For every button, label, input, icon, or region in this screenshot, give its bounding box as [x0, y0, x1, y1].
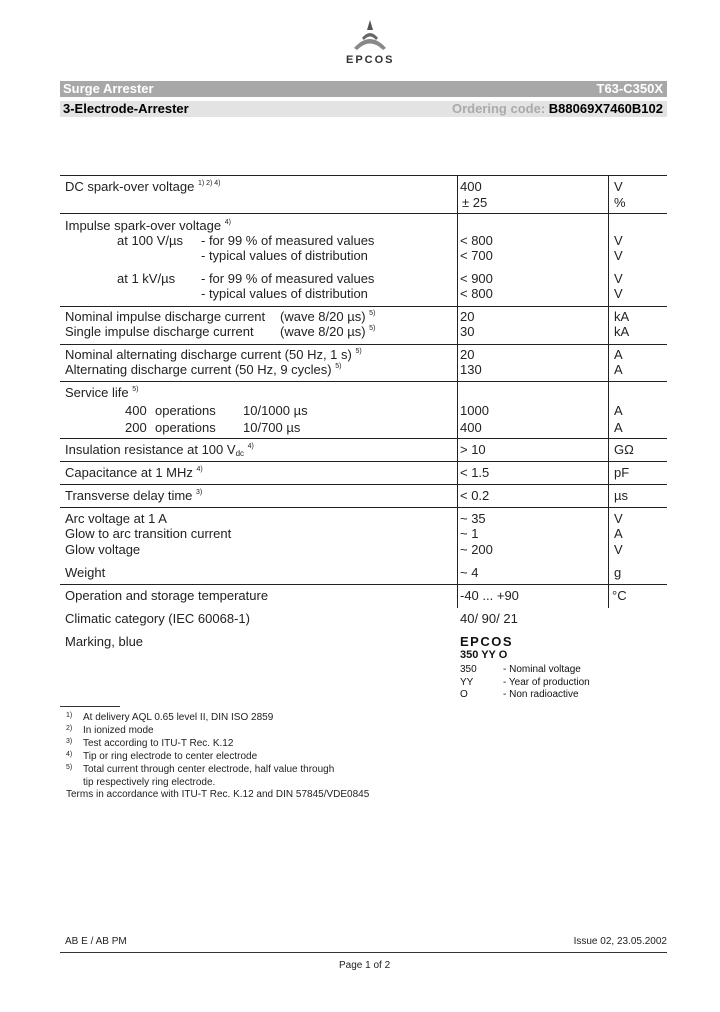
- nominal-ac-unit: A: [614, 347, 623, 362]
- service-life-r1-wave: 10/1000 µs: [243, 403, 308, 418]
- nominal-impulse-unit: kA: [614, 309, 630, 324]
- ordering-code-value: B88069X7460B102: [548, 101, 663, 116]
- insulation-unit: GΩ: [614, 442, 634, 457]
- capacitance-value: < 1.5: [460, 465, 490, 480]
- service-life-r1-value: 1000: [460, 403, 489, 418]
- footer-department: AB E / AB PM: [65, 936, 127, 947]
- footnote-separator: [60, 706, 120, 707]
- impulse-a2-unit: V: [614, 248, 623, 263]
- footnote-2: 2) In ionized mode: [66, 725, 154, 736]
- impulse-b1-unit: V: [614, 271, 623, 286]
- climatic-category-value: 40/ 90/ 21: [460, 611, 518, 626]
- table-rule: [60, 461, 667, 462]
- dc-sparkover-unit: V: [614, 179, 623, 194]
- table-rule: [60, 344, 667, 345]
- nominal-impulse-label: Nominal impulse discharge current: [65, 309, 266, 324]
- glow-transition-label: Glow to arc transition current: [65, 526, 232, 541]
- single-impulse-unit: kA: [614, 324, 630, 339]
- table-rule: [60, 584, 667, 585]
- footnote-5-continued: tip respectively ring electrode.: [83, 777, 216, 788]
- table-rule: [60, 175, 667, 176]
- service-life-r2-wave: 10/700 µs: [243, 420, 301, 435]
- climatic-category-label: Climatic category (IEC 60068-1): [65, 611, 250, 626]
- capacitance-unit: pF: [614, 465, 630, 480]
- table-column-divider: [457, 175, 458, 608]
- impulse-a2-value: < 700: [460, 248, 493, 263]
- impulse-condition-b: at 1 kV/µs: [117, 271, 176, 286]
- glow-voltage-unit: V: [614, 542, 623, 557]
- product-subtitle: 3-Electrode-Arrester: [63, 101, 189, 116]
- marking-desc-1: - Nominal voltage: [503, 664, 581, 675]
- table-rule: [60, 306, 667, 307]
- impulse-a1-value: < 800: [460, 233, 493, 248]
- dc-sparkover-label: DC spark-over voltage $^{1) 2) 4)}$: [65, 179, 221, 194]
- marking-key-1: 350: [460, 664, 477, 675]
- temperature-unit: °C: [612, 588, 627, 603]
- impulse-b1-desc: - for 99 % of measured values: [201, 271, 375, 286]
- epcos-logo: [340, 18, 400, 68]
- service-life-label: Service life $^{5)}$: [65, 385, 139, 400]
- subtitle-bar: [60, 101, 667, 117]
- impulse-b2-desc: - typical values of distribution: [201, 286, 368, 301]
- temperature-value: -40 ... +90: [460, 588, 519, 603]
- nominal-ac-value: 20: [460, 347, 475, 362]
- marking-label: Marking, blue: [65, 634, 144, 649]
- dc-sparkover-value: 400: [460, 179, 482, 194]
- insulation-value: > 10: [460, 442, 486, 457]
- impulse-b2-value: < 800: [460, 286, 493, 301]
- nominal-impulse-wave: (wave 8/20 µs) $^{5)}$: [280, 309, 376, 324]
- table-rule: [60, 381, 667, 382]
- footer-issue: Issue 02, 23.05.2002: [573, 936, 667, 947]
- nominal-ac-label: Nominal alternating discharge current (50 Hz, 1 s) $^{5)}$: [65, 347, 362, 362]
- marking-code: 350 YY O: [460, 649, 508, 661]
- glow-voltage-value: ~ 200: [460, 542, 493, 557]
- glow-transition-unit: A: [614, 526, 623, 541]
- impulse-a2-desc: - typical values of distribution: [201, 248, 368, 263]
- terms-note: Terms in accordance with ITU-T Rec. K.12 and DIN 57845/VDE0845: [66, 789, 370, 800]
- marking-desc-3: - Non radioactive: [503, 689, 579, 700]
- service-life-r2-ops: operations: [155, 420, 216, 435]
- epcos-logo-text: EPCOS: [346, 54, 395, 66]
- table-rule: [60, 484, 667, 485]
- impulse-sparkover-label: Impulse spark-over voltage $^{4)}$: [65, 218, 231, 233]
- insulation-label: Insulation resistance at 100 $V_{dc}$ $^{4)}$: [65, 442, 254, 458]
- glow-transition-value: ~ 1: [460, 526, 479, 541]
- alternating-ac-value: 130: [460, 362, 482, 377]
- capacitance-label: Capacitance at 1 MHz $^{4)}$: [65, 465, 203, 480]
- epcos-logo-mark-icon: [340, 18, 400, 54]
- glow-voltage-label: Glow voltage: [65, 542, 141, 557]
- nominal-impulse-value: 20: [460, 309, 475, 324]
- table-column-divider: [608, 175, 609, 608]
- footnote-5: 5) Total current through center electrode, half value through: [66, 764, 335, 775]
- service-life-r2-unit: A: [614, 420, 623, 435]
- service-life-r2-value: 400: [460, 420, 482, 435]
- marking-key-2: YY: [460, 677, 474, 688]
- table-rule: [60, 213, 667, 214]
- arc-voltage-label: Arc voltage at 1 A: [65, 511, 167, 526]
- ordering-code: [452, 101, 663, 117]
- footnote-1: 1) At delivery AQL 0.65 level II, DIN ISO 2859: [66, 712, 274, 723]
- single-impulse-wave: (wave 8/20 µs) $^{5)}$: [280, 324, 376, 339]
- single-impulse-label: Single impulse discharge current: [65, 324, 254, 339]
- delay-time-value: < 0.2: [460, 488, 490, 503]
- part-number: T63-C350X: [596, 81, 663, 96]
- service-life-r1-count: 400: [125, 403, 147, 418]
- service-life-r2-count: 200: [125, 420, 147, 435]
- page-number: Page 1 of 2: [339, 960, 391, 971]
- arc-voltage-value: ~ 35: [460, 511, 486, 526]
- temperature-label: Operation and storage temperature: [65, 588, 269, 603]
- single-impulse-value: 30: [460, 324, 475, 339]
- marking-desc-2: - Year of production: [503, 677, 590, 688]
- weight-label: Weight: [65, 565, 106, 580]
- footnote-3: 3) Test according to ITU-T Rec. K.12: [66, 738, 234, 749]
- service-life-r1-ops: operations: [155, 403, 216, 418]
- impulse-a1-desc: - for 99 % of measured values: [201, 233, 375, 248]
- product-type: Surge Arrester: [63, 81, 154, 96]
- dc-sparkover-tolerance-unit: %: [614, 195, 626, 210]
- marking-logo: EPCOS: [460, 634, 514, 649]
- delay-time-label: Transverse delay time $^{3)}$: [65, 488, 203, 503]
- title-bar: [60, 81, 667, 97]
- impulse-a1-unit: V: [614, 233, 623, 248]
- alternating-ac-unit: A: [614, 362, 623, 377]
- ordering-code-label: Ordering code:: [451, 101, 546, 116]
- footnote-4: 4) Tip or ring electrode to center electrode: [66, 751, 258, 762]
- weight-unit: g: [614, 565, 622, 580]
- weight-value: ~ 4: [460, 565, 479, 580]
- alternating-ac-label: Alternating discharge current (50 Hz, 9 cycles) $^{5)}$: [65, 362, 342, 377]
- marking-key-3: O: [460, 689, 468, 700]
- impulse-condition-a: at 100 V/µs: [117, 233, 184, 248]
- dc-sparkover-tolerance: ± 25: [462, 195, 488, 210]
- footer-rule: [60, 952, 667, 953]
- impulse-b1-value: < 900: [460, 271, 493, 286]
- table-rule: [60, 438, 667, 439]
- impulse-b2-unit: V: [614, 286, 623, 301]
- delay-time-unit: µs: [614, 488, 628, 503]
- arc-voltage-unit: V: [614, 511, 623, 526]
- table-rule: [60, 507, 667, 508]
- service-life-r1-unit: A: [614, 403, 623, 418]
